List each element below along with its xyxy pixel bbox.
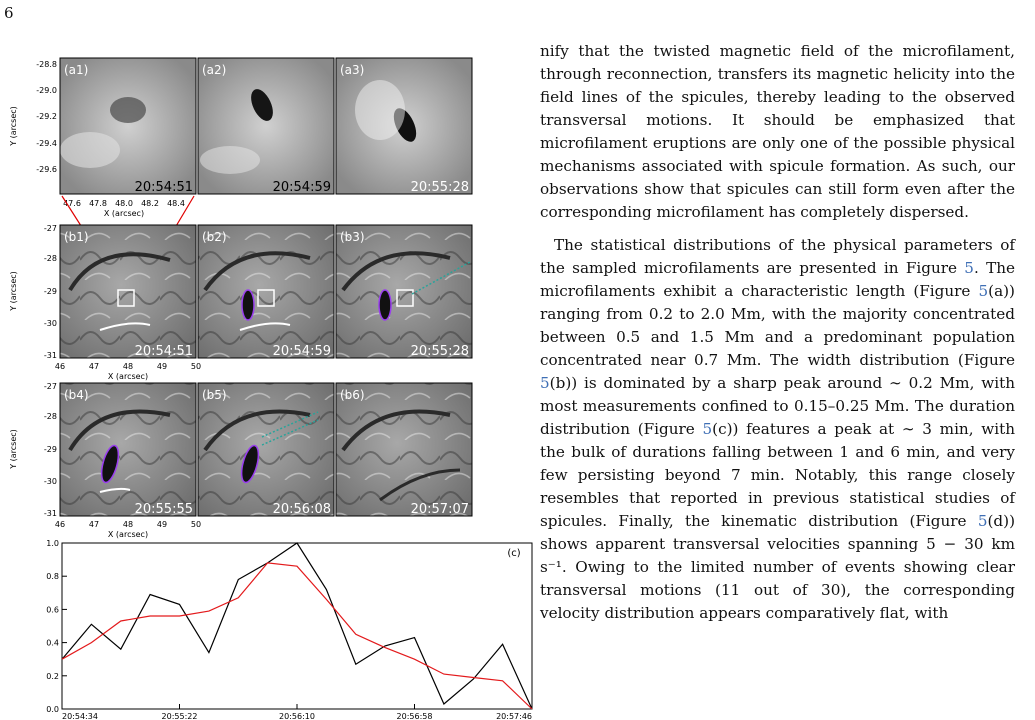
panel-a1-time: 20:54:51 [134,180,193,195]
top-xtick: 48.4 [167,199,185,208]
panel-a2-label: (a2) [202,63,227,77]
low-xtick: 49 [156,520,168,529]
panel-a3-label: (a3) [340,63,365,77]
mid-ytick: -28 [43,254,57,263]
mid-xtick: 48 [122,362,134,371]
panel-b2-time: 20:54:59 [272,344,331,359]
panel-b3-time: 20:55:28 [410,344,469,359]
panel-b1 [60,225,196,359]
panel-a1 [60,58,196,195]
top-ytick: -29.4 [36,139,57,148]
panel-b2 [198,225,334,359]
x-tick-label: 20:56:58 [396,712,433,720]
mid-xtick: 47 [88,362,100,371]
panel-c-label: (c) [507,548,521,559]
low-xtick: 46 [54,520,66,529]
top-ylabel: Y (arcsec) [9,106,18,146]
panel-b6-time: 20:57:07 [410,502,469,517]
panel-b3-label: (b3) [340,230,365,244]
page-number: 6 [4,4,14,22]
mid-xtick: 49 [156,362,168,371]
body-text-column [540,40,1015,625]
mid-yticks [44,224,57,360]
low-xtick: 50 [190,520,202,529]
y-tick-label: 0.4 [46,638,59,648]
top-xticks [63,199,185,208]
top-ytick: -28.8 [36,60,57,69]
panel-a3-time: 20:55:28 [410,180,469,195]
panel-a2 [198,58,334,195]
y-tick-label: 1.0 [46,539,59,548]
paragraph-1: nify that the twisted magnetic field of the microfilament, through reconnection, transfers its magnetic helicity into the field lines of the spicules, thereby leading to the observed transversal motions. It should be emphasized that microfilament eruptions are only one of the possible physical mechanisms associated with spicule formation. As such, our observations show that spicules can still form even after the corresponding microfilament has completely dispersed. [540,42,1015,221]
low-ytick: -31 [43,509,57,518]
low-ytick: -30 [43,477,57,486]
low-ytick: -27 [43,382,57,391]
x-tick-label: 20:55:22 [161,712,198,720]
top-xlabel: X (arcsec) [103,209,145,218]
paragraph-2: The statistical distributions of the physical parameters of the sampled microfilaments are presented in Figure 5. The microfilaments exhibit a characteristic length (Figure 5(a)) ranging from 0.2 to 2.0 Mm, with the majority concentrated between 0.5 and 1.5 Mm and a predominant population concentrated near 0.7 Mm. The width distribution (Figure 5(b)) is dominated by a sharp peak around ∼ 0.2 Mm, with most measurements confined to 0.15–0.25 Mm. The duration distribution (Figure 5(c)) features a peak at ∼ 3 min, with the bulk of durations falling between 1 and 6 min, and very few persisting beyond 7 min. Notably, this range closely resembles that reported in previous statistical studies of spicules. Finally, the kinematic distribution (Figure 5(d)) shows apparent transversal velocities spanning 5 − 30 km s⁻¹. Owing to the limited number of events showing clear transversal motions (11 out of 30), the corresponding velocity distribution appears comparatively flat, with [540,236,1016,622]
top-xtick: 47.6 [63,199,81,208]
mid-ytick: -29 [43,287,57,296]
panel-b1-label: (b1) [64,230,89,244]
mid-xlabel: X (arcsec) [107,372,149,381]
low-xticks [55,520,201,529]
mid-ytick: -30 [43,319,57,328]
x-tick-label: 20:54:34 [62,712,98,720]
panel-c-frame [62,543,532,709]
y-tick-label: 0.8 [46,572,59,582]
low-ytick: -28 [43,412,57,421]
panel-b4-label: (b4) [64,388,89,402]
y-tick-label: 0.0 [46,705,59,714]
top-yticks [36,60,57,174]
mid-xtick: 46 [54,362,66,371]
low-xtick: 48 [122,520,134,529]
top-ytick: -29.2 [36,112,57,121]
panel-a3 [336,58,472,195]
panel-a2-time: 20:54:59 [272,180,331,195]
mid-ytick: -27 [43,224,57,233]
x-tick-label: 20:57:46 [496,712,532,720]
panel-b5 [198,383,334,517]
mid-xticks [55,362,201,371]
top-ytick: -29.0 [36,86,57,95]
low-xlabel: X (arcsec) [107,530,149,539]
y-tick-label: 0.6 [46,605,59,615]
mid-ytick: -31 [43,351,57,360]
panel-c-chart [46,539,532,720]
panel-b5-label: (b5) [202,388,227,402]
low-yticks [44,382,57,518]
top-ytick: -29.6 [36,165,57,174]
panel-b6 [336,383,472,517]
top-xtick: 47.8 [89,199,107,208]
panel-b3 [336,225,472,359]
top-xtick: 48.0 [115,199,133,208]
low-ylabel: Y (arcsec) [9,429,18,469]
panel-b1-time: 20:54:51 [134,344,193,359]
mid-ylabel: Y (arcsec) [9,271,18,311]
top-xtick: 48.2 [141,199,159,208]
panel-b4-time: 20:55:55 [134,502,193,517]
low-xtick: 47 [88,520,100,529]
mid-xtick: 50 [190,362,202,371]
panel-a1-label: (a1) [64,63,89,77]
panel-b5-time: 20:56:08 [272,502,331,517]
low-ytick: -29 [43,445,57,454]
panel-b6-label: (b6) [340,388,365,402]
y-tick-label: 0.2 [46,671,59,681]
panel-b2-label: (b2) [202,230,227,244]
x-tick-label: 20:56:10 [279,712,315,720]
panel-b4 [60,383,196,517]
